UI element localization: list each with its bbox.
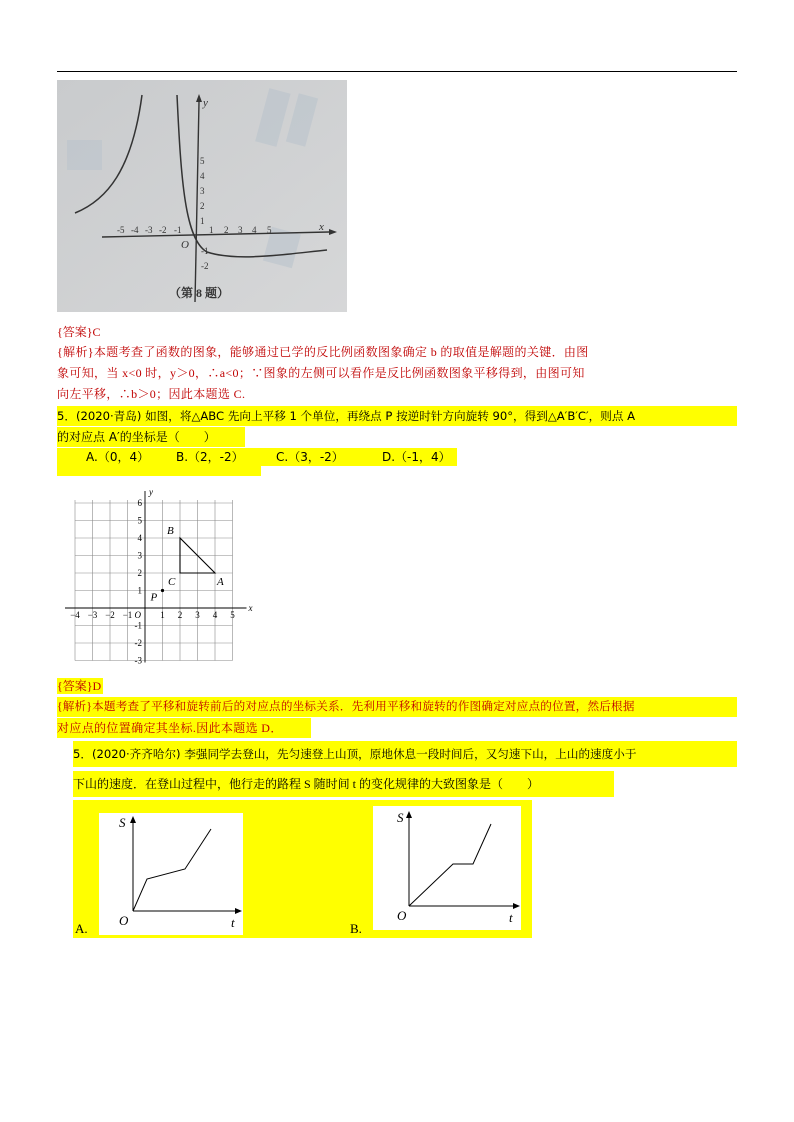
photo-figure-q8 bbox=[57, 80, 347, 312]
grid-y-tick: -1 bbox=[134, 620, 142, 631]
grid-y-tick: 3 bbox=[137, 550, 142, 561]
q5a-stem-line-2: 的对应点 A′的坐标是（ ） bbox=[57, 427, 245, 447]
grid-x-tick: −1 bbox=[122, 610, 133, 620]
q5a-analysis-line-1: {解析}本题考查了平移和旋转前后的对应点的坐标关系．先利用平移和旋转的作图确定对应点的位置，然后根据 bbox=[57, 697, 737, 717]
grid-x-tick: 4 bbox=[212, 610, 218, 620]
header-rule bbox=[57, 71, 737, 72]
grid-x-tick: 1 bbox=[160, 610, 165, 620]
option-a-y-label: S bbox=[119, 815, 126, 830]
photo-y-tick: -1 bbox=[201, 246, 209, 256]
photo-x-tick: -3 bbox=[145, 225, 153, 235]
photo-x-tick: 2 bbox=[224, 225, 229, 235]
grid-y-tick: 1 bbox=[137, 585, 142, 596]
option-a-x-label: t bbox=[231, 915, 235, 930]
option-b-graph bbox=[373, 806, 521, 930]
option-b-label: B. bbox=[350, 921, 362, 936]
q4-analysis-line-3: 向左平移，∴b＞0；因此本题选 C. bbox=[57, 387, 246, 401]
photo-x-tick: -1 bbox=[174, 225, 182, 235]
option-b-origin: O bbox=[397, 908, 407, 923]
photo-x-tick: 5 bbox=[267, 225, 272, 235]
q5a-option-a: A.（0，4） bbox=[86, 450, 150, 464]
grid-y-tick: -3 bbox=[134, 655, 142, 666]
point-label-a: A bbox=[217, 576, 224, 588]
option-a-graph bbox=[99, 813, 243, 935]
grid-y-tick: 2 bbox=[137, 568, 142, 578]
photo-x-label: x bbox=[319, 221, 324, 233]
photo-x-tick: -5 bbox=[117, 225, 125, 235]
grid-x-label: x bbox=[248, 603, 253, 613]
q5a-option-c: C.（3，-2） bbox=[276, 450, 344, 464]
photo-x-tick: 4 bbox=[252, 225, 257, 235]
option-a-label: A. bbox=[75, 921, 88, 936]
q5b-stem-line-1: 5．(2020·齐齐哈尔) 李强同学去登山，先匀速登上山顶，原地休息一段时间后，又匀速下山，上山的速度小于 bbox=[73, 741, 737, 767]
photo-origin: O bbox=[181, 239, 189, 251]
q4-answer: {答案}C bbox=[57, 325, 101, 339]
photo-caption: （第 8 题） bbox=[169, 286, 230, 300]
point-label-c: C bbox=[168, 576, 176, 588]
coordinate-grid-figure bbox=[57, 478, 267, 668]
grid-x-tick: 2 bbox=[177, 610, 183, 620]
q5a-stem-line-1: 5．(2020·青岛) 如图，将△ABC 先向上平移 1 个单位，再绕点 P 按逆时针方向旋转 90°，得到△A′B′C′，则点 A bbox=[57, 406, 737, 426]
grid-origin: O bbox=[134, 610, 141, 620]
photo-y-tick: -2 bbox=[201, 261, 209, 271]
grid-x-tick: −2 bbox=[105, 610, 115, 620]
grid-x-tick: 3 bbox=[195, 610, 200, 620]
q5a-options-highlight-2 bbox=[57, 466, 261, 476]
point-label-p: P bbox=[150, 591, 158, 604]
point-label-b: B bbox=[167, 525, 174, 537]
grid-y-tick: 6 bbox=[137, 498, 142, 508]
q5a-answer: {答案}D bbox=[57, 679, 102, 693]
grid-y-tick: 5 bbox=[137, 515, 142, 526]
grid-x-tick: −3 bbox=[87, 610, 98, 620]
option-b-y-label: S bbox=[397, 810, 404, 825]
option-a-origin: O bbox=[119, 913, 129, 928]
option-b-x-label: t bbox=[509, 910, 513, 925]
q5a-option-d: D.（-1，4） bbox=[382, 450, 451, 464]
point-p-dot bbox=[161, 589, 164, 592]
q4-analysis-line-1: {解析}本题考查了函数的图象，能够通过已学的反比例函数图象确定 b 的取值是解题的关键．由图 bbox=[57, 345, 589, 359]
photo-y-tick: 1 bbox=[200, 216, 205, 226]
grid-y-tick: 4 bbox=[137, 533, 142, 543]
grid-x-tick: −4 bbox=[70, 610, 80, 620]
q4-analysis-line-2: 象可知，当 x<0 时，y＞0，∴a<0；∵图象的左侧可以看作是反比例函数图象平移得到，由图可知 bbox=[57, 366, 585, 380]
photo-x-tick: 3 bbox=[238, 225, 243, 235]
photo-y-tick: 4 bbox=[200, 171, 205, 181]
photo-x-tick: 1 bbox=[209, 225, 214, 235]
q5a-option-b: B.（2，-2） bbox=[176, 450, 244, 464]
photo-x-tick: -2 bbox=[159, 225, 167, 235]
photo-y-tick: 2 bbox=[200, 201, 205, 211]
grid-x-tick: 5 bbox=[230, 610, 235, 620]
photo-y-label: y bbox=[203, 97, 208, 109]
grid-y-tick: -2 bbox=[134, 638, 142, 648]
photo-y-tick: 5 bbox=[200, 156, 205, 166]
q5b-stem-line-2: 下山的速度．在登山过程中，他行走的路程 S 随时间 t 的变化规律的大致图象是（ ） bbox=[73, 771, 614, 797]
photo-x-tick: -4 bbox=[131, 225, 139, 235]
photo-y-tick: 3 bbox=[200, 186, 205, 196]
q5a-analysis-line-2: 对应点的位置确定其坐标.因此本题选 D． bbox=[57, 718, 311, 738]
grid-y-label: y bbox=[149, 487, 153, 497]
